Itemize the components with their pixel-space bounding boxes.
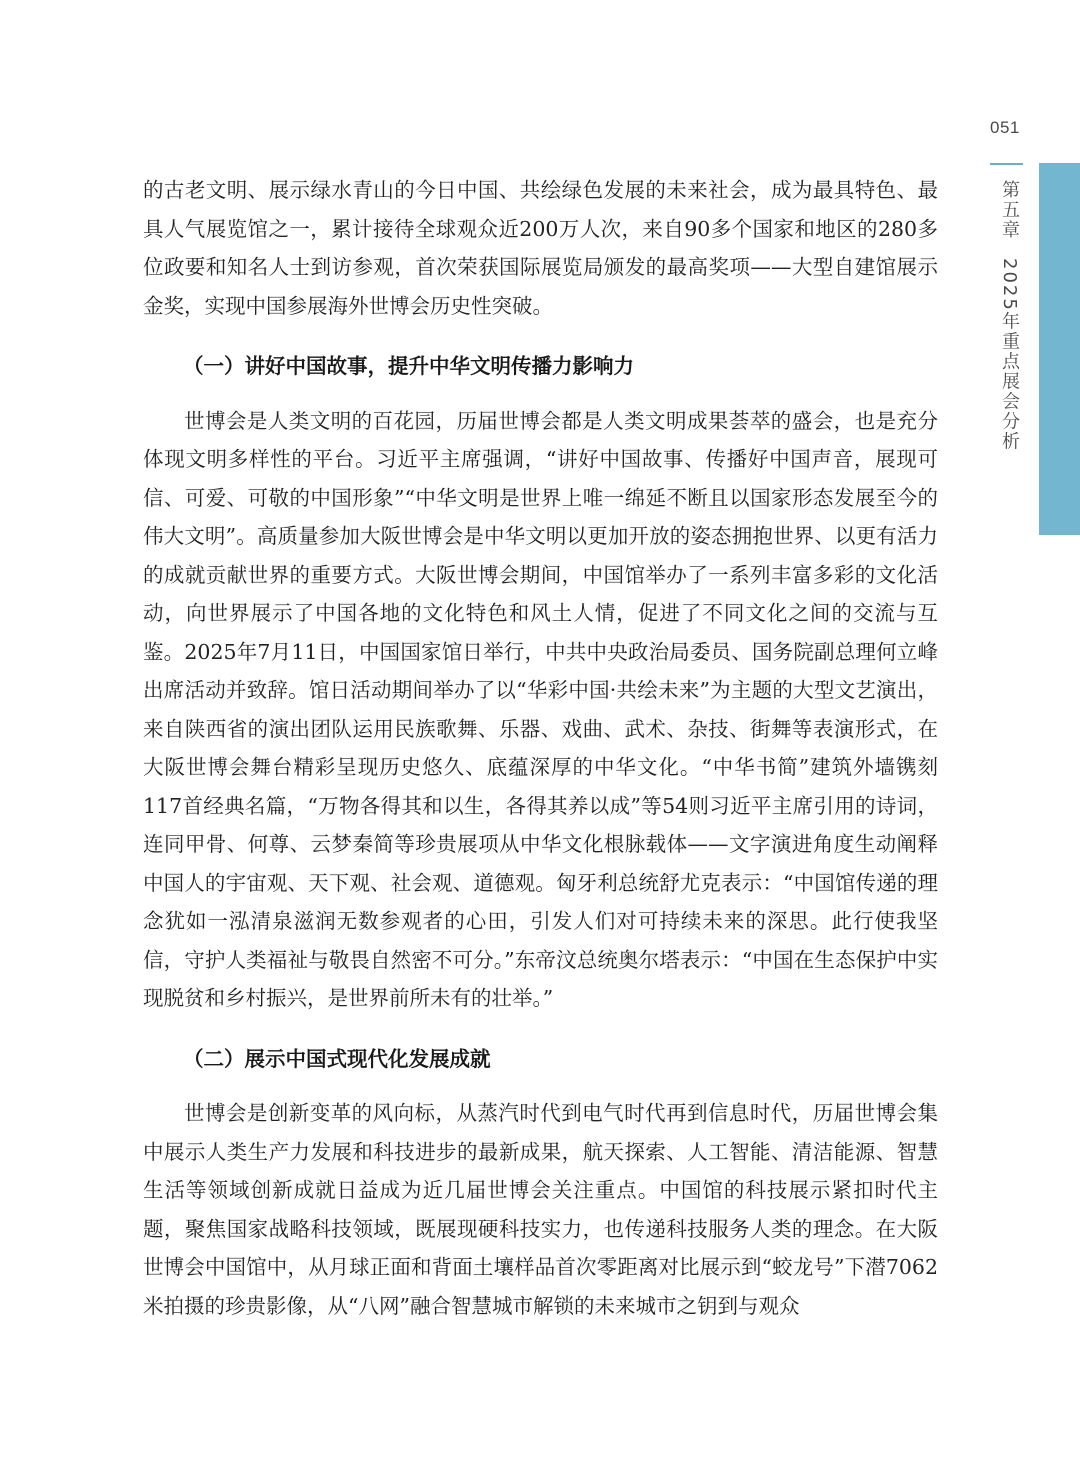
chapter-label: [996, 180, 1022, 452]
section-heading-2: （二）展示中国式现代化发展成就: [183, 1046, 491, 1071]
section-heading-1: （一）讲好中国故事，提升中华文明传播力影响力: [183, 354, 634, 378]
chapter-title: 2025年重点展会分析: [999, 258, 1020, 452]
paragraph-section-2: 世博会是创新变革的风向标，从蒸汽时代到电气时代再到信息时代，历届世博会集中展示人类生产力发展和科技进步的最新成果，航天探索、人工智能、清洁能源、智慧生活等领域创新成就日益成为近几届世博会关注重点。中国馆的科技展示紧扣时代主题，聚焦国家战略科技领域，既展现硬科技实力，也传递科技服务人类的理念。在大阪世博会中国馆中，从月球正面和背面土壤样品首次零距离对比展示到“蛟龙号”下潜7062米拍摄的珍贵影像，从“八网”融合智慧城市解锁的未来城市之钥到与观众: [143, 1101, 938, 1318]
paragraph-section-1: 世博会是人类文明的百花园，历届世博会都是人类文明成果荟萃的盛会，也是充分体现文明多样性的平台。习近平主席强调，“讲好中国故事、传播好中国声音，展现可信、可爱、可敬的中国形象”“中华文明是世界上唯一绵延不断且以国家形态发展至今的伟大文明”。高质量参加大阪世博会是中华文明以更加开放的姿态拥抱世界、以更有活力的成就贡献世界的重要方式。大阪世博会期间，中国馆举办了一系列丰富多彩的文化活动，向世界展示了中国各地的文化特色和风土人情，促进了不同文化之间的交流与互鉴。2025年7月11日，中国国家馆日举行，中共中央政治局委员、国务院副总理何立峰出席活动并致辞。馆日活动期间举办了以“华彩中国·共绘未来”为主题的大型文艺演出，来自陕西省的演出团队运用民族歌舞、乐器、戏曲、武术、杂技、街舞等表演形式，在大阪世博会舞台精彩呈现历史悠久、底蕴深厚的中华文化。“中华书简”建筑外墙镌刻117首经典名篇，“万物各得其和以生，各得其养以成”等54则习近平主席引用的诗词，连同甲骨、何尊、云梦秦简等珍贵展项从中华文化根脉载体——文字演进角度生动阐释中国人的宇宙观、天下观、社会观、道德观。匈牙利总统舒尤克表示：“中国馆传递的理念犹如一泓清泉滋润无数参观者的心田，引发人们对可持续未来的深思。此行使我坚信，守护人类福祉与敬畏自然密不可分。”东帝汶总统奥尔塔表示：“中国在生态保护中实现脱贫和乡村振兴，是世界前所未有的壮举。”: [143, 408, 938, 1010]
chapter-number: 第五章: [999, 180, 1020, 240]
chapter-side-tab: [1039, 163, 1080, 535]
paragraph-continuation: 的古老文明、展示绿水青山的今日中国、共绘绿色发展的未来社会，成为最具特色、最具人气展览馆之一，累计接待全球观众近200万人次，来自90多个国家和地区的280多位政要和知名人士到访参观，首次荣获国际展览局颁发的最高奖项——大型自建馆展示金奖，实现中国参展海外世博会历史性突破。: [143, 178, 938, 318]
body-text: [143, 171, 938, 1325]
page-number: 051: [990, 118, 1020, 137]
page-number-rule: [990, 163, 1023, 165]
